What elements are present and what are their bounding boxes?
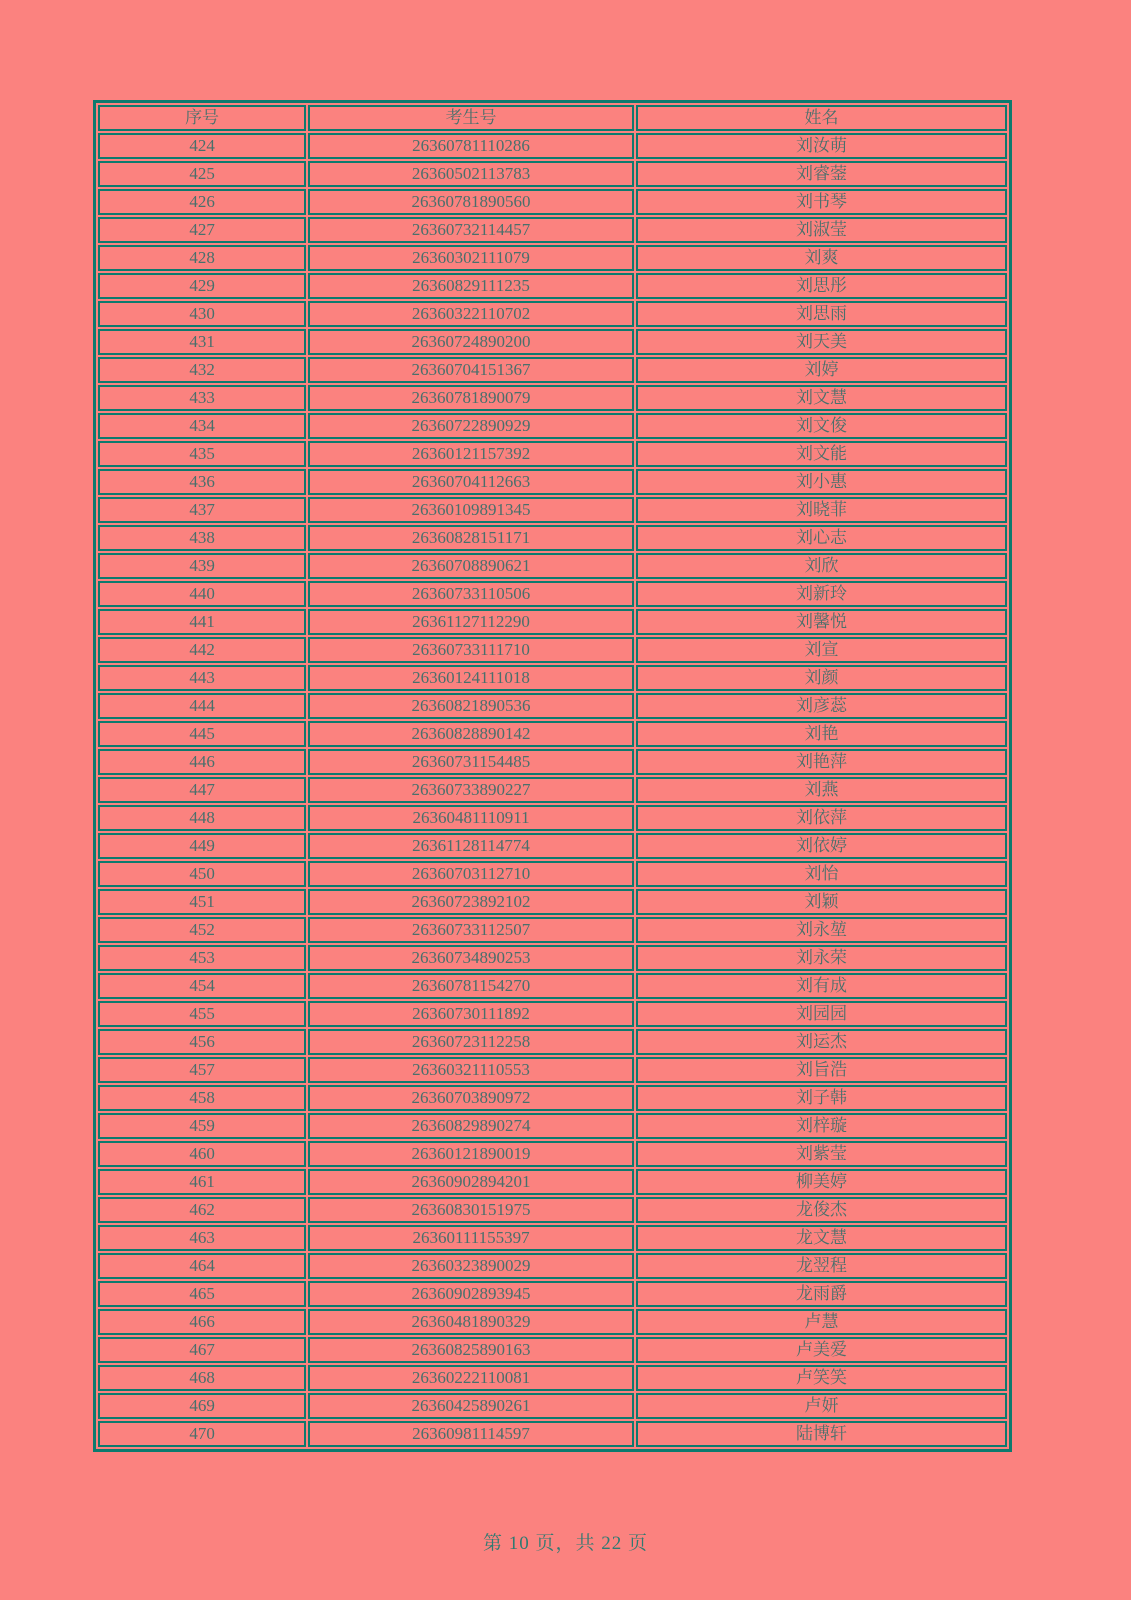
cell-serial-number: 449 [98, 833, 306, 859]
cell-serial-number: 461 [98, 1169, 306, 1195]
cell-candidate-number: 26360111155397 [308, 1225, 634, 1251]
cell-name: 刘有成 [636, 973, 1007, 999]
cell-name: 刘晓菲 [636, 497, 1007, 523]
cell-name: 刘颜 [636, 665, 1007, 691]
table-row [98, 637, 1007, 663]
cell-name: 刘文能 [636, 441, 1007, 467]
cell-name: 刘爽 [636, 245, 1007, 271]
cell-name: 刘燕 [636, 777, 1007, 803]
cell-serial-number: 443 [98, 665, 306, 691]
cell-candidate-number: 26360902894201 [308, 1169, 634, 1195]
table-row [98, 161, 1007, 187]
table-row [98, 749, 1007, 775]
cell-name: 刘汝萌 [636, 133, 1007, 159]
cell-candidate-number: 26360425890261 [308, 1393, 634, 1419]
cell-serial-number: 429 [98, 273, 306, 299]
table-row [98, 973, 1007, 999]
cell-candidate-number: 26360321110553 [308, 1057, 634, 1083]
table-row [98, 1337, 1007, 1363]
table-row [98, 693, 1007, 719]
table-row [98, 833, 1007, 859]
table-row [98, 1421, 1007, 1447]
cell-serial-number: 441 [98, 609, 306, 635]
cell-serial-number: 460 [98, 1141, 306, 1167]
cell-candidate-number: 26360781890560 [308, 189, 634, 215]
cell-candidate-number: 26360724890200 [308, 329, 634, 355]
cell-candidate-number: 26360733112507 [308, 917, 634, 943]
cell-candidate-number: 26361128114774 [308, 833, 634, 859]
table-row [98, 301, 1007, 327]
cell-serial-number: 466 [98, 1309, 306, 1335]
table-row [98, 917, 1007, 943]
cell-name: 龙俊杰 [636, 1197, 1007, 1223]
cell-candidate-number: 26360481110911 [308, 805, 634, 831]
cell-serial-number: 448 [98, 805, 306, 831]
cell-serial-number: 467 [98, 1337, 306, 1363]
cell-candidate-number: 26360781110286 [308, 133, 634, 159]
table-row [98, 1029, 1007, 1055]
cell-candidate-number: 26360322110702 [308, 301, 634, 327]
table-row [98, 525, 1007, 551]
cell-candidate-number: 26360703112710 [308, 861, 634, 887]
table-row [98, 1057, 1007, 1083]
cell-candidate-number: 26360828890142 [308, 721, 634, 747]
cell-name: 卢美爱 [636, 1337, 1007, 1363]
cell-candidate-number: 26361127112290 [308, 609, 634, 635]
cell-serial-number: 433 [98, 385, 306, 411]
table-row [98, 945, 1007, 971]
table-row [98, 273, 1007, 299]
cell-candidate-number: 26360825890163 [308, 1337, 634, 1363]
cell-name: 刘怡 [636, 861, 1007, 887]
cell-name: 刘紫莹 [636, 1141, 1007, 1167]
header-name: 姓名 [636, 105, 1007, 131]
cell-candidate-number: 26360781890079 [308, 385, 634, 411]
cell-serial-number: 435 [98, 441, 306, 467]
table-row [98, 721, 1007, 747]
cell-candidate-number: 26360121890019 [308, 1141, 634, 1167]
cell-candidate-number: 26360704151367 [308, 357, 634, 383]
cell-name: 刘颖 [636, 889, 1007, 915]
cell-name: 刘小惠 [636, 469, 1007, 495]
cell-name: 刘文俊 [636, 413, 1007, 439]
cell-candidate-number: 26360733111710 [308, 637, 634, 663]
cell-candidate-number: 26360733890227 [308, 777, 634, 803]
cell-candidate-number: 26360731154485 [308, 749, 634, 775]
cell-name: 刘睿蓥 [636, 161, 1007, 187]
cell-serial-number: 424 [98, 133, 306, 159]
page-indicator: 第 10 页，共 22 页 [482, 1533, 648, 1554]
table-row [98, 581, 1007, 607]
table-row [98, 1113, 1007, 1139]
cell-serial-number: 436 [98, 469, 306, 495]
table-row [98, 1141, 1007, 1167]
table-row [98, 1225, 1007, 1251]
cell-serial-number: 462 [98, 1197, 306, 1223]
cell-serial-number: 468 [98, 1365, 306, 1391]
cell-serial-number: 425 [98, 161, 306, 187]
header-serial-number: 序号 [98, 105, 306, 131]
cell-name: 刘馨悦 [636, 609, 1007, 635]
cell-name: 卢慧 [636, 1309, 1007, 1335]
cell-serial-number: 453 [98, 945, 306, 971]
cell-serial-number: 470 [98, 1421, 306, 1447]
cell-serial-number: 464 [98, 1253, 306, 1279]
cell-serial-number: 439 [98, 553, 306, 579]
table-row [98, 357, 1007, 383]
cell-name: 卢妍 [636, 1393, 1007, 1419]
cell-candidate-number: 26360723892102 [308, 889, 634, 915]
table-body [98, 133, 1007, 1447]
table-row [98, 1309, 1007, 1335]
cell-serial-number: 456 [98, 1029, 306, 1055]
cell-name: 刘运杰 [636, 1029, 1007, 1055]
cell-candidate-number: 26360722890929 [308, 413, 634, 439]
cell-serial-number: 431 [98, 329, 306, 355]
table-row [98, 497, 1007, 523]
cell-candidate-number: 26360109891345 [308, 497, 634, 523]
cell-name: 卢笑笑 [636, 1365, 1007, 1391]
cell-candidate-number: 26360723112258 [308, 1029, 634, 1055]
cell-name: 刘新玲 [636, 581, 1007, 607]
table-row [98, 805, 1007, 831]
table-row [98, 1281, 1007, 1307]
table-row [98, 385, 1007, 411]
table-row [98, 777, 1007, 803]
cell-name: 刘淑莹 [636, 217, 1007, 243]
cell-candidate-number: 26360821890536 [308, 693, 634, 719]
table-row [98, 861, 1007, 887]
cell-name: 刘婷 [636, 357, 1007, 383]
cell-serial-number: 458 [98, 1085, 306, 1111]
cell-name: 刘宣 [636, 637, 1007, 663]
cell-candidate-number: 26360732114457 [308, 217, 634, 243]
cell-serial-number: 469 [98, 1393, 306, 1419]
cell-candidate-number: 26360222110081 [308, 1365, 634, 1391]
cell-candidate-number: 26360830151975 [308, 1197, 634, 1223]
cell-serial-number: 454 [98, 973, 306, 999]
table-row [98, 1085, 1007, 1111]
cell-serial-number: 442 [98, 637, 306, 663]
cell-candidate-number: 26360124111018 [308, 665, 634, 691]
table-row [98, 133, 1007, 159]
cell-serial-number: 463 [98, 1225, 306, 1251]
table-row [98, 1365, 1007, 1391]
cell-candidate-number: 26360829890274 [308, 1113, 634, 1139]
cell-name: 刘艳 [636, 721, 1007, 747]
cell-name: 刘天美 [636, 329, 1007, 355]
table-row [98, 245, 1007, 271]
cell-name: 刘永堃 [636, 917, 1007, 943]
cell-candidate-number: 26360481890329 [308, 1309, 634, 1335]
table-row [98, 889, 1007, 915]
table-row [98, 189, 1007, 215]
cell-name: 刘旨浩 [636, 1057, 1007, 1083]
table-header-row [98, 105, 1007, 131]
cell-serial-number: 445 [98, 721, 306, 747]
cell-serial-number: 440 [98, 581, 306, 607]
cell-candidate-number: 26360121157392 [308, 441, 634, 467]
cell-serial-number: 459 [98, 1113, 306, 1139]
table-row [98, 413, 1007, 439]
cell-serial-number: 452 [98, 917, 306, 943]
table-row [98, 609, 1007, 635]
table-row [98, 217, 1007, 243]
cell-name: 龙翌程 [636, 1253, 1007, 1279]
cell-candidate-number: 26360502113783 [308, 161, 634, 187]
cell-candidate-number: 26360302111079 [308, 245, 634, 271]
cell-serial-number: 455 [98, 1001, 306, 1027]
cell-name: 柳美婷 [636, 1169, 1007, 1195]
cell-name: 龙雨爵 [636, 1281, 1007, 1307]
cell-candidate-number: 26360902893945 [308, 1281, 634, 1307]
cell-name: 刘依婷 [636, 833, 1007, 859]
cell-name: 刘文慧 [636, 385, 1007, 411]
cell-serial-number: 432 [98, 357, 306, 383]
cell-name: 刘书琴 [636, 189, 1007, 215]
cell-candidate-number: 26360828151171 [308, 525, 634, 551]
cell-serial-number: 438 [98, 525, 306, 551]
cell-candidate-number: 26360703890972 [308, 1085, 634, 1111]
table-row [98, 665, 1007, 691]
cell-serial-number: 426 [98, 189, 306, 215]
cell-name: 刘永荣 [636, 945, 1007, 971]
cell-serial-number: 450 [98, 861, 306, 887]
cell-serial-number: 437 [98, 497, 306, 523]
cell-serial-number: 430 [98, 301, 306, 327]
cell-name: 刘思彤 [636, 273, 1007, 299]
table-row [98, 1001, 1007, 1027]
cell-name: 刘欣 [636, 553, 1007, 579]
cell-name: 龙文慧 [636, 1225, 1007, 1251]
cell-name: 刘彦蕊 [636, 693, 1007, 719]
cell-candidate-number: 26360733110506 [308, 581, 634, 607]
cell-serial-number: 447 [98, 777, 306, 803]
table-row [98, 1253, 1007, 1279]
table-row [98, 1197, 1007, 1223]
cell-serial-number: 444 [98, 693, 306, 719]
cell-name: 陆博轩 [636, 1421, 1007, 1447]
candidate-roster-table [93, 100, 1012, 1452]
cell-name: 刘子韩 [636, 1085, 1007, 1111]
cell-candidate-number: 26360704112663 [308, 469, 634, 495]
header-candidate-number: 考生号 [308, 105, 634, 131]
cell-candidate-number: 26360734890253 [308, 945, 634, 971]
cell-candidate-number: 26360323890029 [308, 1253, 634, 1279]
cell-name: 刘依萍 [636, 805, 1007, 831]
cell-candidate-number: 26360781154270 [308, 973, 634, 999]
cell-candidate-number: 26360829111235 [308, 273, 634, 299]
cell-serial-number: 428 [98, 245, 306, 271]
cell-serial-number: 446 [98, 749, 306, 775]
cell-serial-number: 427 [98, 217, 306, 243]
table-row [98, 1169, 1007, 1195]
cell-candidate-number: 26360708890621 [308, 553, 634, 579]
table-row [98, 469, 1007, 495]
table-row [98, 329, 1007, 355]
cell-serial-number: 465 [98, 1281, 306, 1307]
table-row [98, 441, 1007, 467]
cell-name: 刘艳萍 [636, 749, 1007, 775]
cell-serial-number: 434 [98, 413, 306, 439]
cell-name: 刘园园 [636, 1001, 1007, 1027]
cell-serial-number: 451 [98, 889, 306, 915]
cell-candidate-number: 26360981114597 [308, 1421, 634, 1447]
cell-serial-number: 457 [98, 1057, 306, 1083]
cell-name: 刘心志 [636, 525, 1007, 551]
table-row [98, 553, 1007, 579]
cell-name: 刘梓璇 [636, 1113, 1007, 1139]
cell-candidate-number: 26360730111892 [308, 1001, 634, 1027]
table-row [98, 1393, 1007, 1419]
cell-name: 刘思雨 [636, 301, 1007, 327]
